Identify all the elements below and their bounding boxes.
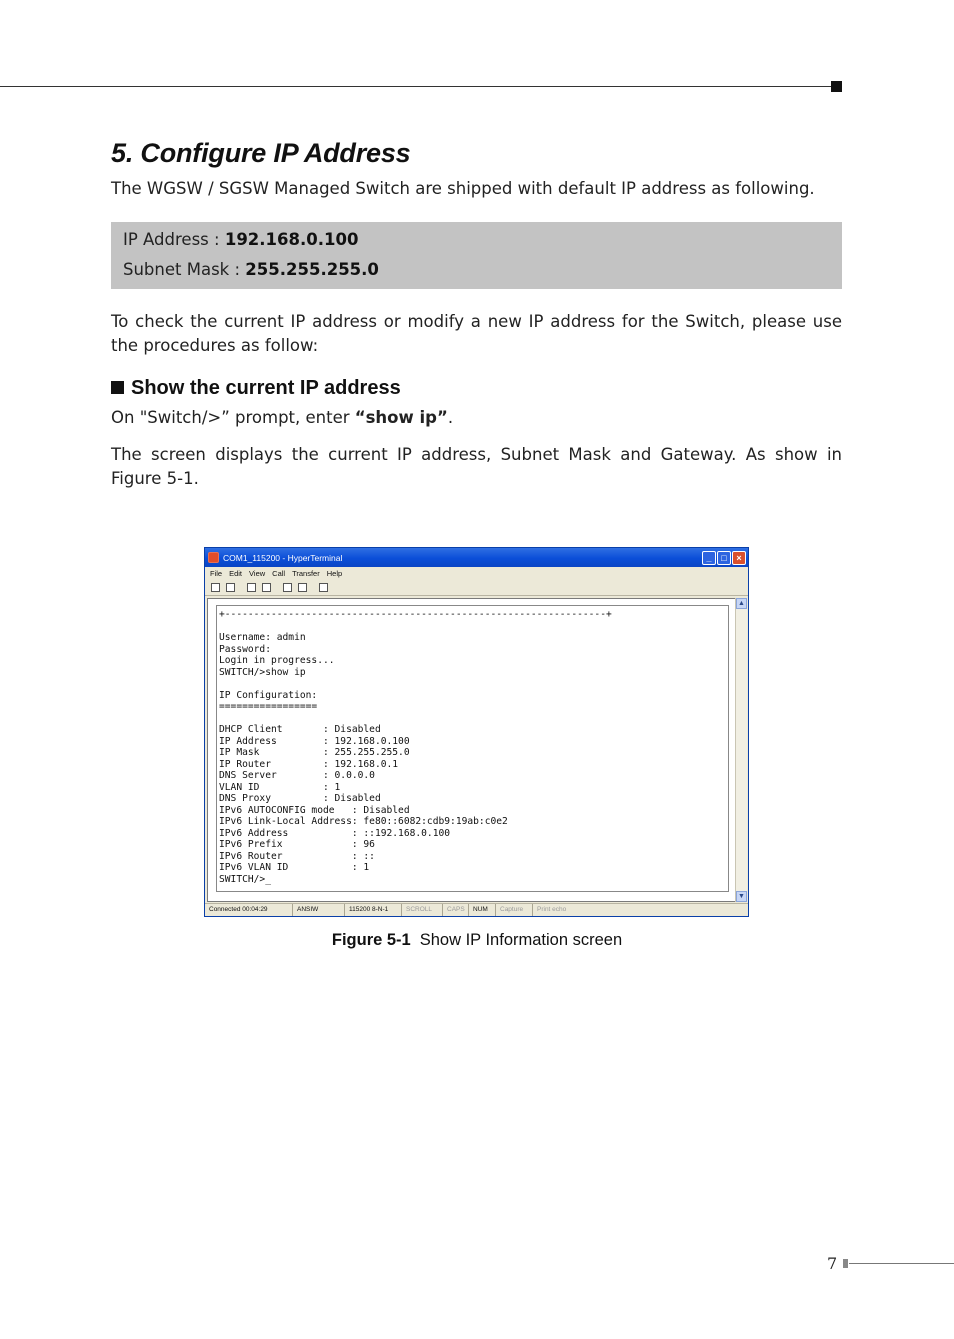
terminal-output: +------------------------------------------------------------------+ Username: admin Password: Login in progress... SWITCH/>show ip IP Configuration: ================= DHCP Client : Disabled IP Address : 192.168.0.100 IP Mask : 255.255.255.0 IP Router : 192.168.0.1 DNS Server : 0.0.0.0 VLAN ID : 1 DNS Proxy : Disabled IPv6 AUTOCONFIG mode : Disabled IPv6 Link-Local Address: fe80::6082:cdb9:19ab:c0e2 IPv6 Address : ::192.168.0.100 IPv6 Prefix : 96 IPv6 Router : :: IPv6 VLAN ID : 1 SWITCH/>_ [219, 609, 612, 885]
status-bar [205, 903, 748, 916]
hyperterminal-window [204, 547, 749, 917]
prompt-paragraph [111, 406, 842, 430]
status-capture: Capture [496, 904, 533, 916]
menu-transfer[interactable]: Transfer [292, 569, 320, 578]
close-icon[interactable]: × [732, 551, 746, 565]
new-icon[interactable] [211, 583, 220, 592]
menu-help[interactable]: Help [326, 569, 343, 578]
menu-edit[interactable]: Edit [229, 569, 243, 578]
minimize-icon[interactable]: _ [702, 551, 716, 565]
page-title: 5. Configure IP Address [111, 138, 411, 168]
maximize-icon[interactable]: □ [717, 551, 731, 565]
hyperterminal-icon [208, 552, 219, 563]
subnet-mask-value: 255.255.255.0 [245, 260, 379, 279]
subnet-mask-label: Subnet Mask [123, 260, 230, 279]
status-port: 115200 8-N-1 [345, 904, 402, 916]
header-square-marker [831, 81, 842, 92]
terminal-frame [216, 605, 729, 892]
ip-address-label: IP Address [123, 230, 209, 249]
toolbar [205, 580, 748, 596]
ip-separator: : [208, 230, 225, 249]
receive-icon[interactable] [298, 583, 307, 592]
window-title: COM1_115200 - HyperTerminal [223, 552, 343, 563]
prompt-period: . [447, 408, 454, 427]
ip-address-value: 192.168.0.100 [224, 230, 359, 249]
check-paragraph: To check the current IP address or modify a new IP address for the Switch, please use the procedures as follow: [111, 312, 842, 355]
figure-caption [0, 931, 954, 950]
status-print-echo: Print echo [537, 906, 567, 913]
properties-icon[interactable] [319, 583, 328, 592]
disconnect-icon[interactable] [262, 583, 271, 592]
terminal-area[interactable] [207, 598, 736, 902]
status-caps: CAPS [443, 904, 469, 916]
status-num: NUM [469, 904, 496, 916]
footer-rule [849, 1263, 954, 1264]
menu-view[interactable]: View [249, 569, 266, 578]
mask-separator: : [229, 260, 246, 279]
page-content [111, 136, 842, 491]
ip-address-line [123, 225, 830, 255]
section-title: Show the current IP address [131, 377, 401, 399]
open-icon[interactable] [226, 583, 235, 592]
figure-label: Figure 5-1 [331, 931, 411, 949]
display-paragraph: The screen displays the current IP address, Subnet Mask and Gateway. As show in Figure 5-1. [111, 445, 842, 488]
vertical-scrollbar[interactable] [735, 598, 747, 902]
menu-file[interactable]: File [210, 569, 223, 578]
status-emulation: ANSIW [293, 904, 345, 916]
figure-caption-text: Show IP Information screen [419, 931, 623, 949]
scroll-up-icon[interactable]: ▲ [736, 598, 747, 609]
window-controls [702, 551, 748, 565]
menu-bar [205, 567, 748, 580]
header-rule [0, 86, 832, 87]
prompt-text: On "Switch/>” prompt, enter [111, 408, 355, 427]
intro-paragraph: The WGSW / SGSW Managed Switch are shipped with default IP address as following. [111, 179, 815, 198]
status-scroll: SCROLL [402, 904, 443, 916]
page-number: 7 [827, 1254, 838, 1273]
window-titlebar [205, 548, 748, 567]
scroll-down-icon[interactable]: ▼ [736, 891, 747, 902]
footer-marker [843, 1259, 848, 1268]
subnet-mask-line [123, 255, 830, 285]
section-heading [111, 375, 842, 401]
prompt-command: “show ip” [354, 408, 448, 427]
connect-icon[interactable] [247, 583, 256, 592]
bullet-square-icon [111, 381, 124, 394]
send-icon[interactable] [283, 583, 292, 592]
status-connected: Connected 00:04:29 [205, 904, 293, 916]
menu-call[interactable]: Call [272, 569, 286, 578]
default-ip-box [111, 222, 842, 289]
